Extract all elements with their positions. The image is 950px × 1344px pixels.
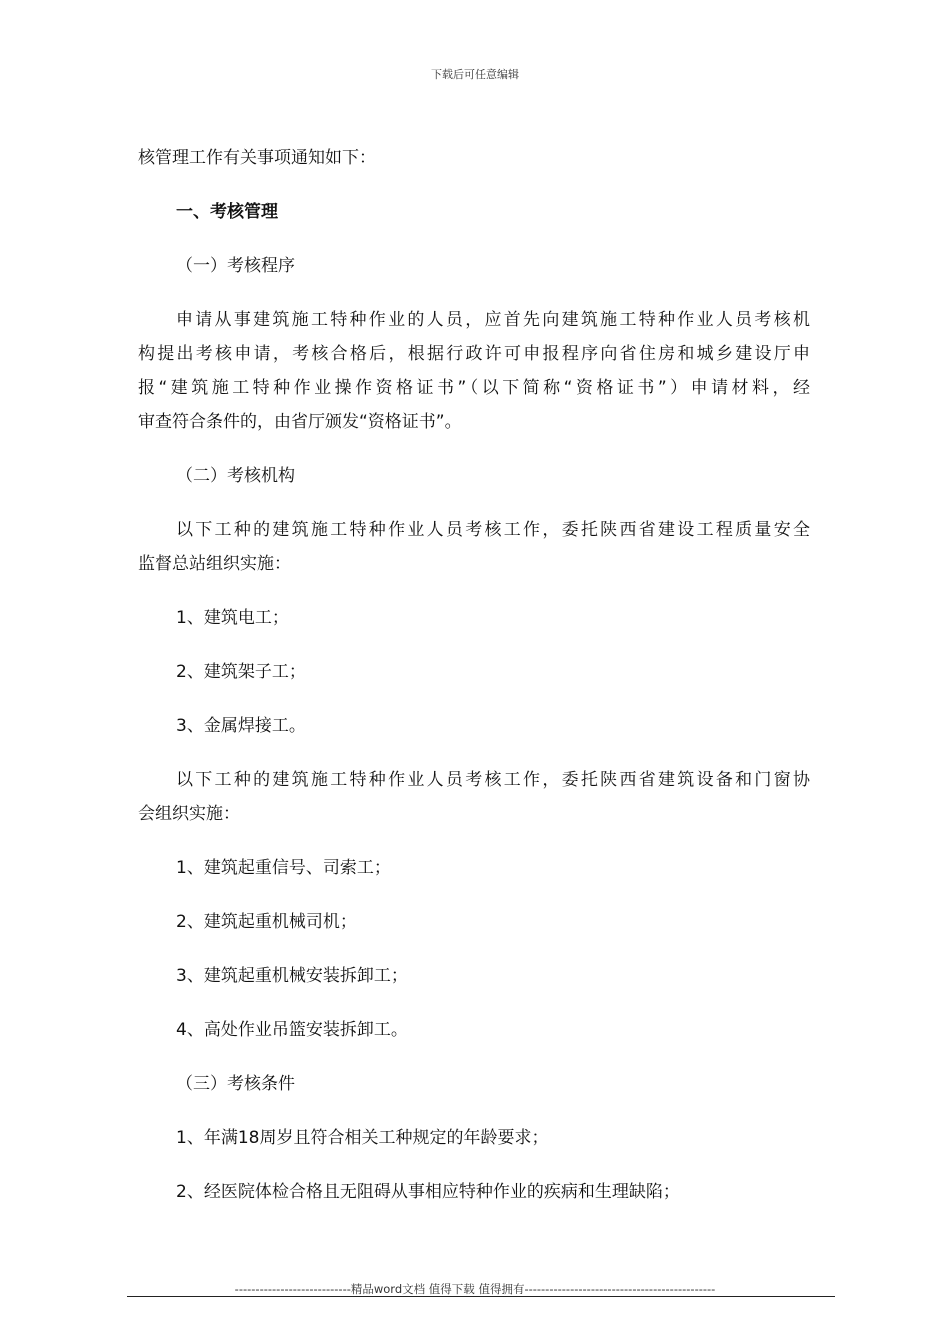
- paragraph-line: 审查符合条件的，由省厅颁发“资格证书”。: [138, 412, 462, 432]
- subsection-title-2: （二）考核机构: [176, 466, 295, 486]
- paragraph-exam-procedure: [138, 303, 810, 439]
- list-item: 2、建筑起重机械司机；: [176, 912, 357, 932]
- paragraph-exam-agency-1: [138, 513, 810, 581]
- list-item: 4、高处作业吊篮安装拆卸工。: [176, 1020, 408, 1040]
- subsection-title-3: （三）考核条件: [176, 1074, 295, 1094]
- paragraph-line: 构提出考核申请，考核合格后，根据行政许可申报程序向省住房和城乡建设厅申: [138, 344, 810, 364]
- intro-line: 核管理工作有关事项通知如下：: [138, 148, 376, 168]
- paragraph-line: 以下工种的建筑施工特种作业人员考核工作，委托陕西省建设工程质量安全: [176, 520, 810, 540]
- footer-divider: [127, 1296, 835, 1297]
- paragraph-line: 会组织实施：: [138, 804, 240, 824]
- list-item: 1、建筑起重信号、司索工；: [176, 858, 391, 878]
- list-item: 3、金属焊接工。: [176, 716, 306, 736]
- paragraph-exam-agency-2: [138, 763, 810, 831]
- paragraph-line: 监督总站组织实施：: [138, 554, 291, 574]
- paragraph-line: 以下工种的建筑施工特种作业人员考核工作，委托陕西省建筑设备和门窗协: [176, 770, 810, 790]
- page-footer: ----------------------------精品word文档 值得下载 值得拥有----------------------------------------------: [234, 1282, 716, 1296]
- document-body: [138, 141, 810, 1209]
- subsection-title-1: （一）考核程序: [176, 256, 295, 276]
- list-item: 2、经医院体检合格且无阻碍从事相应特种作业的疾病和生理缺陷；: [176, 1182, 680, 1202]
- list-item: 1、年满18周岁且符合相关工种规定的年龄要求；: [176, 1128, 549, 1148]
- list-item: 1、建筑电工；: [176, 608, 289, 628]
- paragraph-line: 申请从事建筑施工特种作业的人员，应首先向建筑施工特种作业人员考核机: [176, 310, 810, 330]
- paragraph-line: 报“建筑施工特种作业操作资格证书”（以下简称“资格证书”）申请材料，经: [138, 378, 810, 398]
- section-title-1: 一、考核管理: [176, 202, 278, 222]
- list-item: 3、建筑起重机械安装拆卸工；: [176, 966, 408, 986]
- page-header: 下载后可任意编辑: [431, 68, 519, 81]
- list-item: 2、建筑架子工；: [176, 662, 306, 682]
